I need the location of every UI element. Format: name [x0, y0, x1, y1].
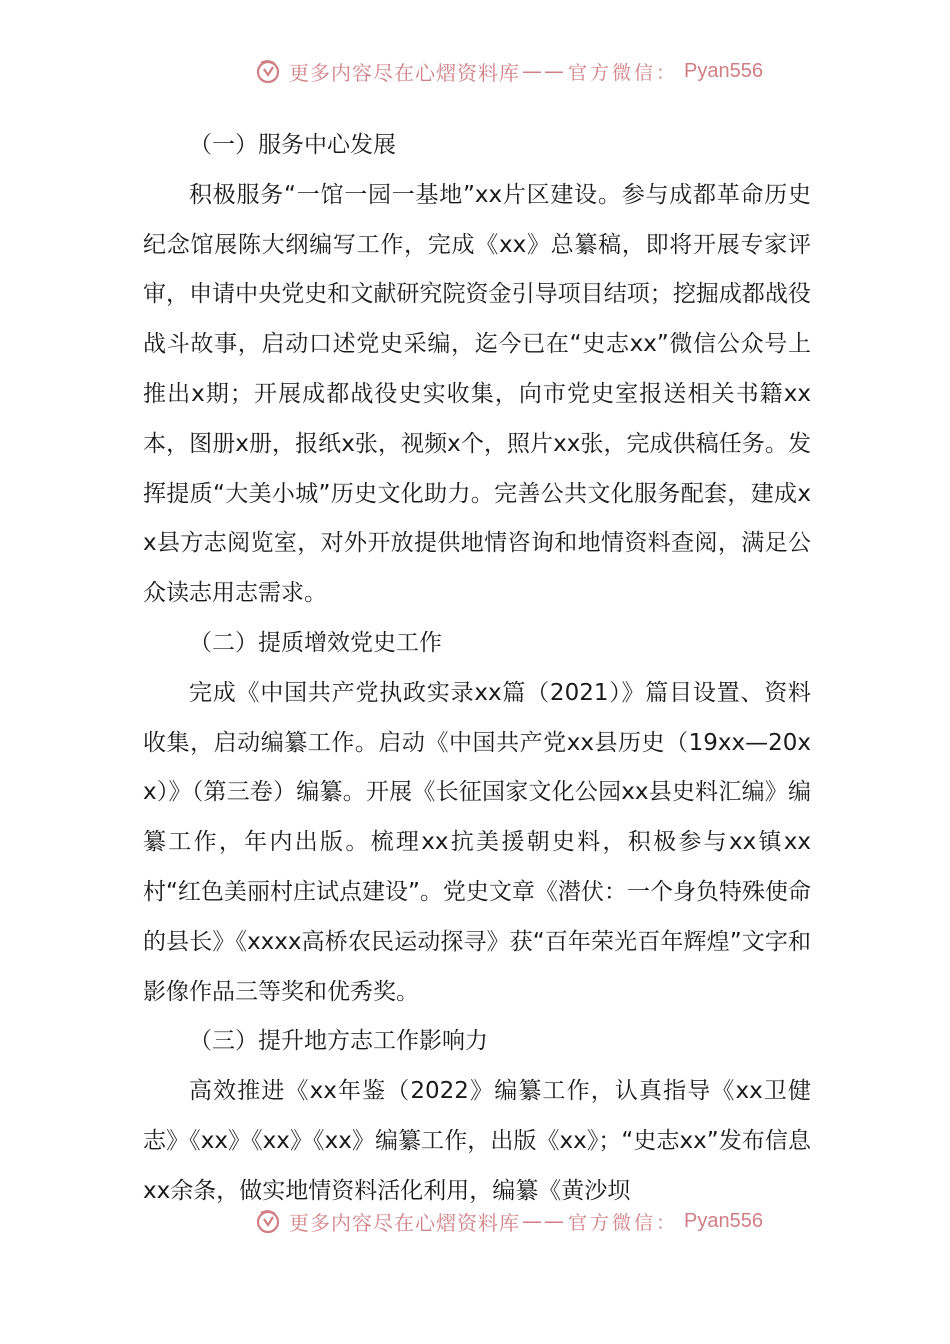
section-paragraph-3: 高效推进《xx年鉴（2022》编纂工作，认真指导《xx卫健志》《xx》《xx》《xx》编纂工作，出版《xx》；“史志xx”发布信息xx余条，做实地情资料活化利用，编纂《黄沙坝	[143, 1078, 811, 1204]
section-heading-2: （二）提质增效党史工作	[189, 629, 442, 656]
section-heading-3: （三）提升地方志工作影响力	[189, 1028, 488, 1055]
banner-separator: ——	[522, 59, 566, 83]
banner-separator: ——	[522, 1209, 566, 1233]
banner-wechat-label: 官方微信：	[568, 1211, 679, 1234]
banner-text: 更多内容尽在心熠资料库	[289, 60, 520, 85]
banner-wechat-label: 官方微信：	[568, 61, 679, 84]
banner-text: 更多内容尽在心熠资料库	[289, 1210, 520, 1235]
watermark-banner-top	[255, 58, 763, 84]
banner-account: Pyan556	[684, 1209, 763, 1232]
watermark-banner-bottom	[255, 1208, 763, 1234]
banner-account: Pyan556	[684, 59, 763, 82]
brand-logo-icon	[255, 1208, 281, 1234]
document-body	[143, 121, 811, 1217]
section-heading-1: （一）服务中心发展	[189, 132, 396, 158]
section-paragraph-1: 积极服务“一馆一园一基地”xx片区建设。参与成都革命历史纪念馆展陈大纲编写工作，完成《xx》总纂稿，即将开展专家评审，申请中央党史和文献研究院资金引导项目结项；挖掘成都战役战斗故事，启动口述党史采编，迄今已在“史志xx”微信公众号上推出x期；开展成都战役史实收集，向市党史室报送相关书籍xx本，图册x册，报纸x张，视频x个，照片xx张，完成供稿任务。发挥提质“大美小城”历史文化助力。完善公共文化服务配套，建成xx县方志阅览室，对外开放提供地情咨询和地情资料查阅，满足公众读志用志需求。	[143, 181, 811, 607]
brand-logo-icon	[255, 58, 281, 84]
section-paragraph-2: 完成《中国共产党执政实录xx篇（2021）》篇目设置、资料收集，启动编纂工作。启动《中国共产党xx县历史（19xx—20xx）》（第三卷）编纂。开展《长征国家文化公园xx县史料汇编》编纂工作，年内出版。梳理xx抗美援朝史料，积极参与xx镇xx村“红色美丽村庄试点建设”。党史文章《潜伏：一个身负特殊使命的县长》《xxxx高桥农民运动探寻》获“百年荣光百年辉煌”文字和影像作品三等奖和优秀奖。	[143, 679, 811, 1005]
